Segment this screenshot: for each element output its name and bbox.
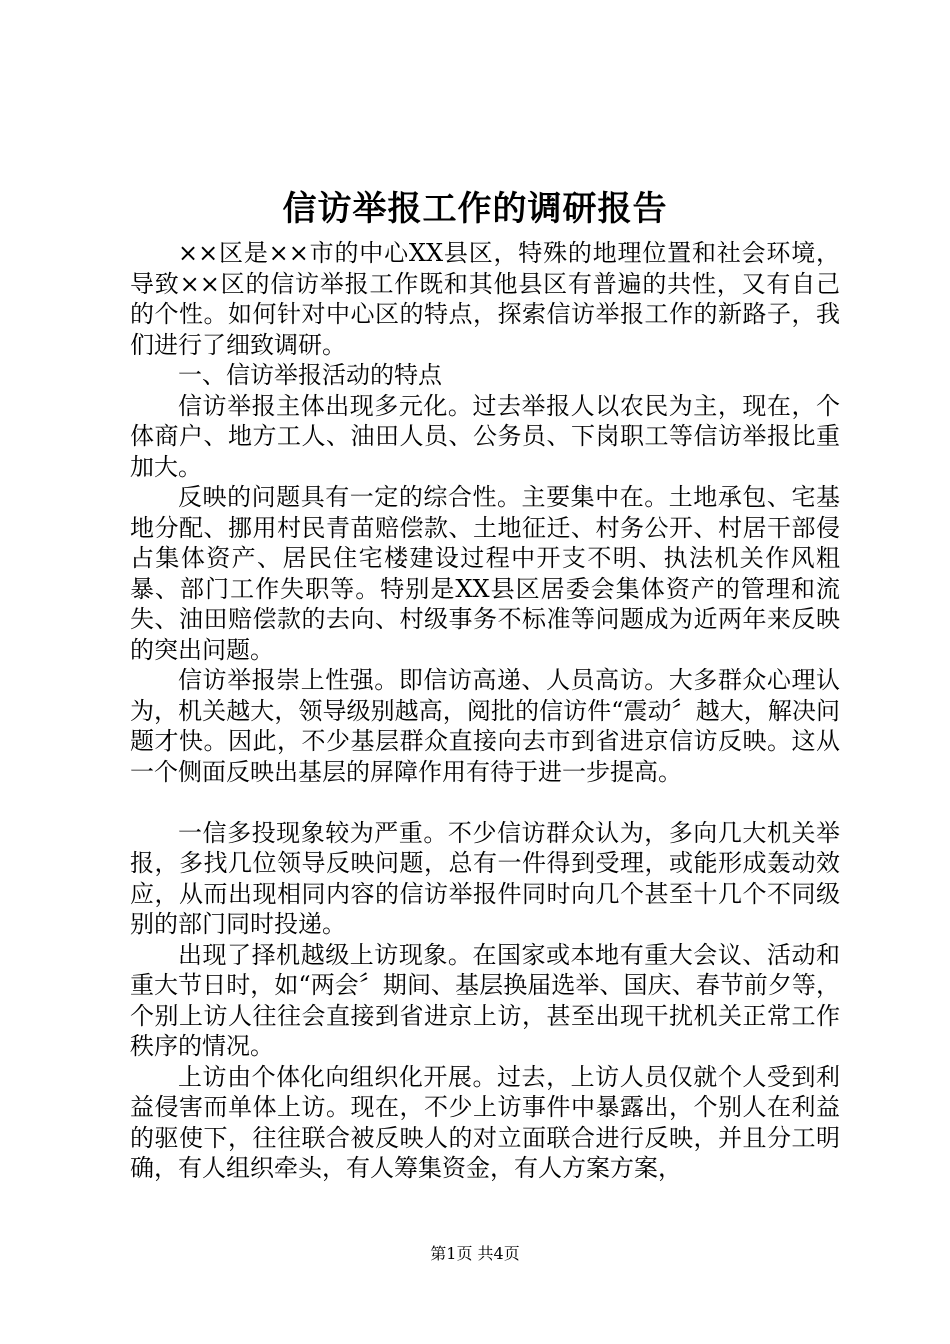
paragraph-2: 反映的问题具有一定的综合性。主要集中在。土地承包、宅基地分配、挪用村民青苗赔偿款、土地征迁、村务公开、村居干部侵占集体资产、居民住宅楼建设过程中开支不明、执法机关作风粗暴、部门工作失职等。特别是XX县区居委会集体资产的管理和流失、油田赔偿款的去向、村级事务不标准等问题成为近两年来反映的突出问题。 [130, 483, 840, 664]
page-footer: 第1页 共4页 [430, 1244, 520, 1263]
paragraph-5: 出现了择机越级上访现象。在国家或本地有重大会议、活动和重大节日时，如“两会〞期间、基层换届选举、国庆、春节前夕等，个别上访人往往会直接到省进京上访，甚至出现干扰机关正常工作秩序的情况。 [130, 940, 840, 1060]
paragraph-3: 信访举报崇上性强。即信访高递、人员高访。大多群众心理认为，机关越大，领导级别越高，阅批的信访件“震动〞越大，解决问题才快。因此，不少基层群众直接向去市到省进京信访反映。这从一个侧面反映出基层的屏障作用有待于进一步提高。 [130, 666, 840, 786]
document-title: 信访举报工作的调研报告 [282, 189, 668, 229]
paragraph-1: 信访举报主体出现多元化。过去举报人以农民为主，现在，个体商户、地方工人、油田人员、公务员、下岗职工等信访举报比重加大。 [130, 391, 840, 481]
paragraph-intro: ××区是××市的中心XX县区，特殊的地理位置和社会环境，导致××区的信访举报工作既和其他县区有普遍的共性，又有自己的个性。如何针对中心区的特点，探索信访举报工作的新路子，我们进行了细致调研。 [130, 239, 840, 359]
document-body [130, 238, 840, 1184]
paragraph-6: 上访由个体化向组织化开展。过去，上访人员仅就个人受到利益侵害而单体上访。现在，不少上访事件中暴露出，个别人在利益的驱使下，往往联合被反映人的对立面联合进行反映，并且分工明确，有人组织牵头，有人筹集资金，有人方案方案， [130, 1062, 840, 1182]
paragraph-4: 一信多投现象较为严重。不少信访群众认为，多向几大机关举报，多找几位领导反映问题，总有一件得到受理，或能形成轰动效应，从而出现相同内容的信访举报件同时向几个甚至十几个不同级别的部门同时投递。 [130, 818, 840, 938]
section-heading: 一、信访举报活动的特点 [178, 361, 442, 389]
